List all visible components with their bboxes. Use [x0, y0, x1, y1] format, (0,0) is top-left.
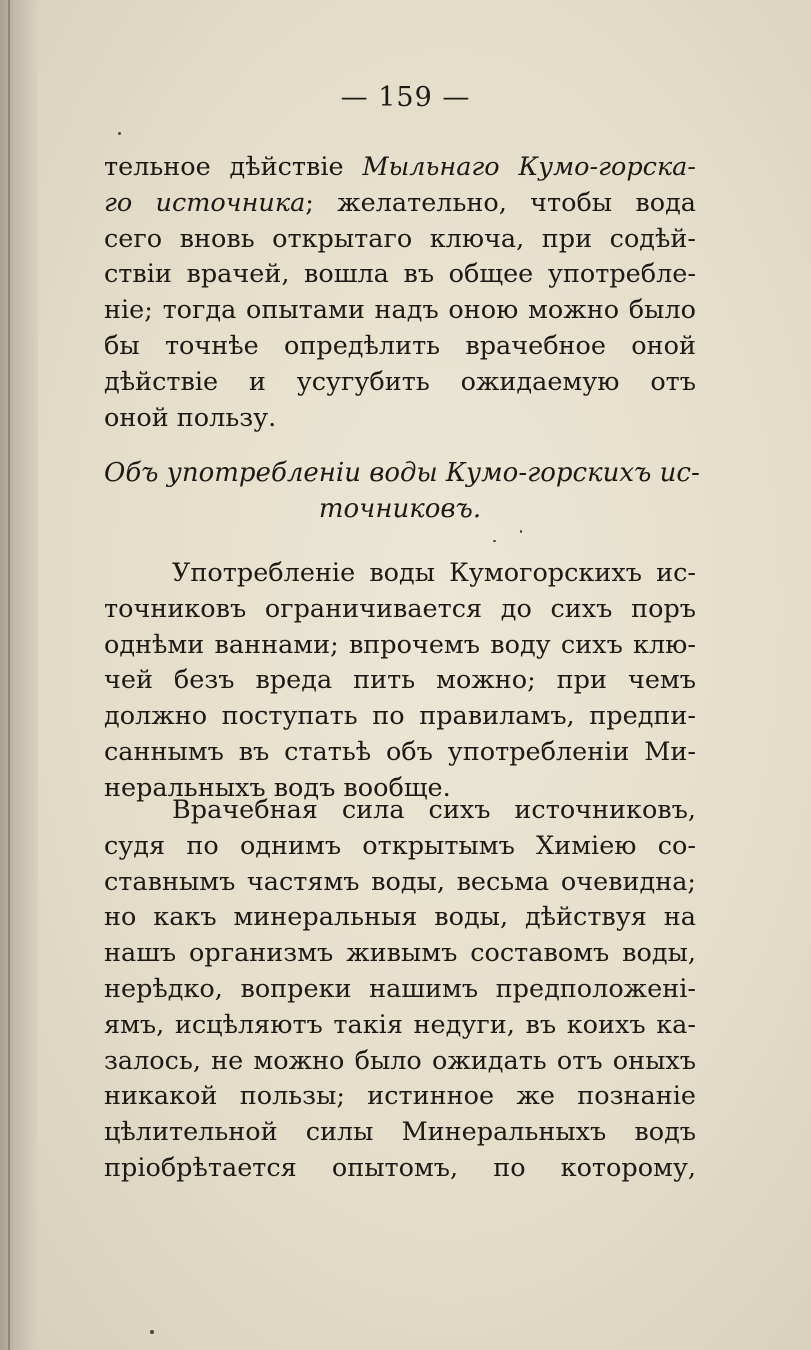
text-line: неральныхъ водъ вообще. — [104, 772, 451, 803]
text-line: тельное дѣйствіе Мыльнаго Кумо-горска- — [104, 152, 697, 182]
text-line: ставнымъ частямъ воды, весьма очевидна; — [104, 866, 696, 897]
heading-line: Объ употребленіи воды Кумо-горскихъ ис- — [104, 458, 700, 488]
text-line: однѣми ваннами; впрочемъ воду сихъ клю- — [104, 629, 696, 660]
text-line: нашъ организмъ живымъ составомъ воды, — [104, 938, 696, 969]
paragraph-healing-power — [104, 793, 696, 1187]
text-line: точниковъ ограничивается до сихъ поръ — [104, 593, 696, 624]
text-line: оной пользу. — [104, 402, 277, 433]
text-line: бы точнѣе опредѣлить врачебное оной — [104, 330, 696, 361]
text-line: пріобрѣтается опытомъ, по которому, — [104, 1152, 696, 1183]
text-line: судя по однимъ открытымъ Химіею со- — [104, 830, 696, 861]
paragraph-usage — [104, 556, 696, 807]
text-line: Врачебная сила сихъ источниковъ, — [172, 795, 696, 825]
section-heading — [104, 455, 700, 527]
text-line: го источника; желательно, чтобы вода — [104, 187, 696, 218]
paper-speck — [493, 540, 496, 542]
text-line: залось, не можно было ожидать отъ оныхъ — [104, 1045, 696, 1076]
text-line: ствіи врачей, вошла въ общее употребле- — [104, 259, 696, 290]
text-line: должно поступать по правиламъ, предпи- — [104, 701, 696, 732]
text-line: никакой пользы; истинное же познаніе — [104, 1081, 696, 1112]
paper-speck — [150, 1330, 154, 1334]
paper-speck — [520, 530, 522, 533]
text-line: дѣйствіе и усугубить ожидаемую отъ — [104, 366, 696, 397]
text-line: цѣлительной силы Минеральныхъ водъ — [104, 1117, 696, 1148]
page-number: — 159 — — [340, 82, 471, 113]
text-line: нерѣдко, вопреки нашимъ предположені- — [104, 973, 696, 1004]
binding-edge — [8, 0, 10, 1350]
text-line: но какъ минеральныя воды, дѣйствуя на — [104, 902, 696, 933]
text-line: чей безъ вреда пить можно; при чемъ — [104, 665, 696, 696]
text-line: сего вновь открытаго ключа, при содѣй- — [104, 223, 696, 254]
paper-speck — [118, 132, 121, 135]
text-line: ніе; тогда опытами надъ оною можно было — [104, 295, 696, 326]
page-gutter — [0, 0, 38, 1350]
paragraph-continuation — [104, 150, 696, 436]
text-line: ямъ, исцѣляютъ такія недуги, въ коихъ ка- — [104, 1009, 696, 1040]
text-line: Употребленіе воды Кумогорскихъ ис- — [172, 558, 696, 588]
text-line: саннымъ въ статьѣ объ употребленіи Ми- — [104, 736, 696, 767]
heading-line: точниковъ. — [318, 493, 482, 524]
